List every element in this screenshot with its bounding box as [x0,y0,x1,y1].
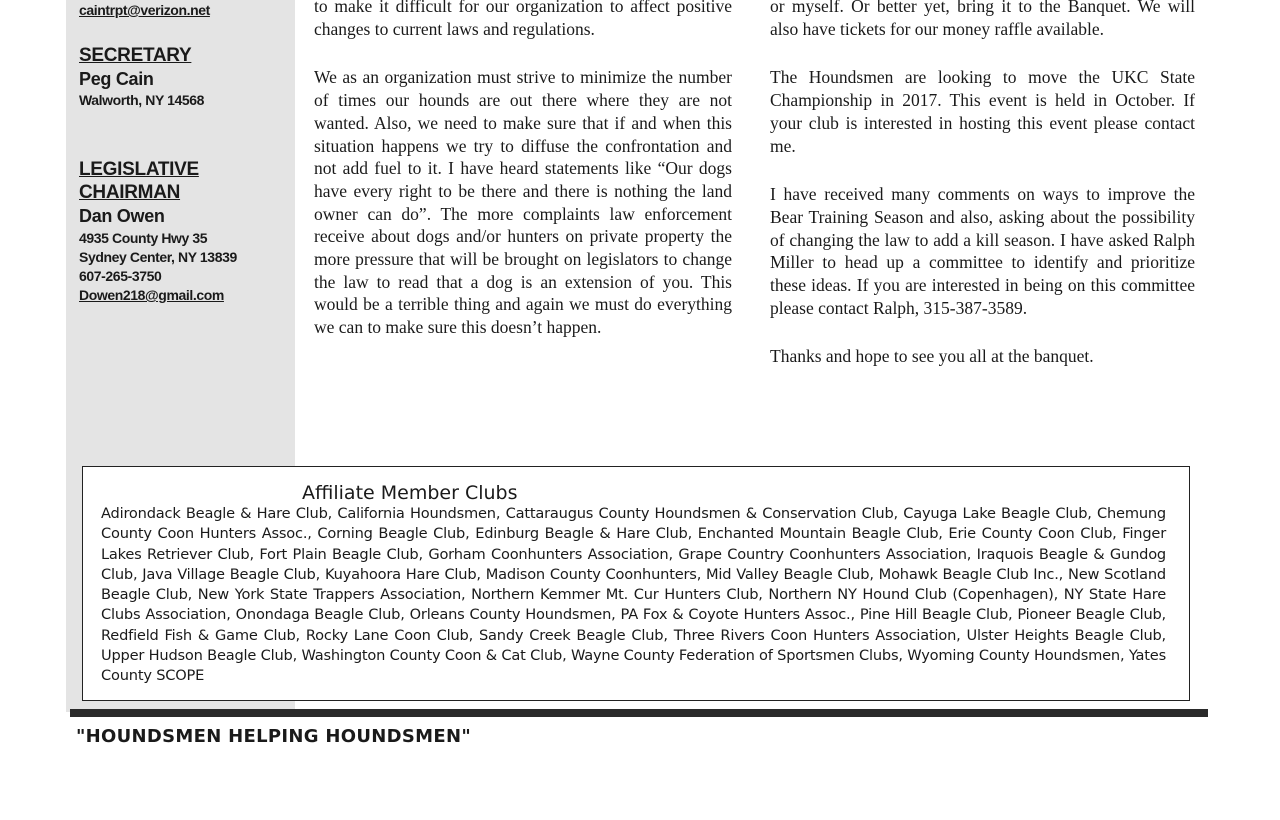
secretary-address: Walworth, NY 14568 [79,92,205,108]
article-column-2 [770,0,1195,368]
legislative-address2: Sydney Center, NY 13839 [79,249,237,265]
sidebar-email-top[interactable]: caintrpt@verizon.net [79,2,210,18]
article-column-1 [314,0,732,339]
footer-divider [70,709,1208,717]
legislative-heading-line2: CHAIRMAN [79,182,181,203]
column1-paragraph-2: We as an organization must strive to minimize the number of times our hounds are out there where they are not wanted. Also, we need to make sure that if and when this situation happens we try to diffuse the confrontation and not add fuel to it. I have heard statements like “Our dogs have every right to be there and there is nothing the land owner can do”. The more complaints law enforcement receive about dogs and/or hunters on private property the more pressure that will be brought on legislators to change the law to read that a dog is an extension of you. This would be a terrible thing and again we must do everything we can to make sure this doesn’t happen. [314,67,732,338]
legislative-heading-line1: LEGISLATIVE [79,159,199,180]
affiliate-clubs-title: Affiliate Member Clubs [302,482,518,504]
column1-paragraph-1: to make it difficult for our organization to affect positive changes to current laws and regulations. [314,0,732,39]
footer-slogan: "HOUNDSMEN HELPING HOUNDSMEN" [76,726,471,747]
column2-paragraph-4: Thanks and hope to see you all at the banquet. [770,346,1094,367]
column2-paragraph-2: The Houndsmen are looking to move the UKC State Championship in 2017. This event is held in October. If your club is interested in hosting this event please contact me. [770,67,1195,156]
secretary-name: Peg Cain [79,69,154,89]
legislative-email[interactable]: Dowen218@gmail.com [79,287,224,303]
column2-paragraph-1: or myself. Or better yet, bring it to the Banquet. We will also have tickets for our money raffle available. [770,0,1195,39]
column2-paragraph-3: I have received many comments on ways to improve the Bear Training Season and also, asking about the possibility of changing the law to add a kill season. I have asked Ralph Miller to head up a committee to identify and prioritize these ideas. If you are interested in being on this committee please contact Ralph, 315-387-3589. [770,184,1195,318]
legislative-address1: 4935 County Hwy 35 [79,230,208,246]
legislative-phone: 607-265-3750 [79,268,162,284]
affiliate-clubs-list: Adirondack Beagle & Hare Club, California Houndsmen, Cattaraugus County Houndsmen & Conservation Club, Cayuga Lake Beagle Club, Chemung County Coon Hunters Assoc., Corning Beagle Club, Edinburg Beagle & Hare Club, Enchanted Mountain Beagle Club, Erie County Coon Club, Finger Lakes Retriever Club, Fort Plain Beagle Club, Gorham Coonhunters Association, Grape Country Coonhunters Association, Iraquois Beagle & Gundog Club, Java Village Beagle Club, Kuyahoora Hare Club, Madison County Coonhunters, Mid Valley Beagle Club, Mohawk Beagle Club Inc., New Scotland Beagle Club, New York State Trappers Association, Northern Kemmer Mt. Cur Hunters Club, Northern NY Hound Club (Copenhagen), NY State Hare Clubs Association, Onondaga Beagle Club, Orleans County Houndsmen, PA Fox & Coyote Hunters Assoc., Pine Hill Beagle Club, Pioneer Beagle Club, Redfield Fish & Game Club, Rocky Lane Coon Club, Sandy Creek Beagle Club, Three Rivers Coon Hunters Association, Ulster Heights Beagle Club, Upper Hudson Beagle Club, Washington County Coon & Cat Club, Wayne County Federation of Sportsmen Clubs, Wyoming County Houndsmen, Yates County SCOPE [101,505,1166,685]
legislative-name: Dan Owen [79,206,165,226]
secretary-heading: SECRETARY [79,45,192,66]
